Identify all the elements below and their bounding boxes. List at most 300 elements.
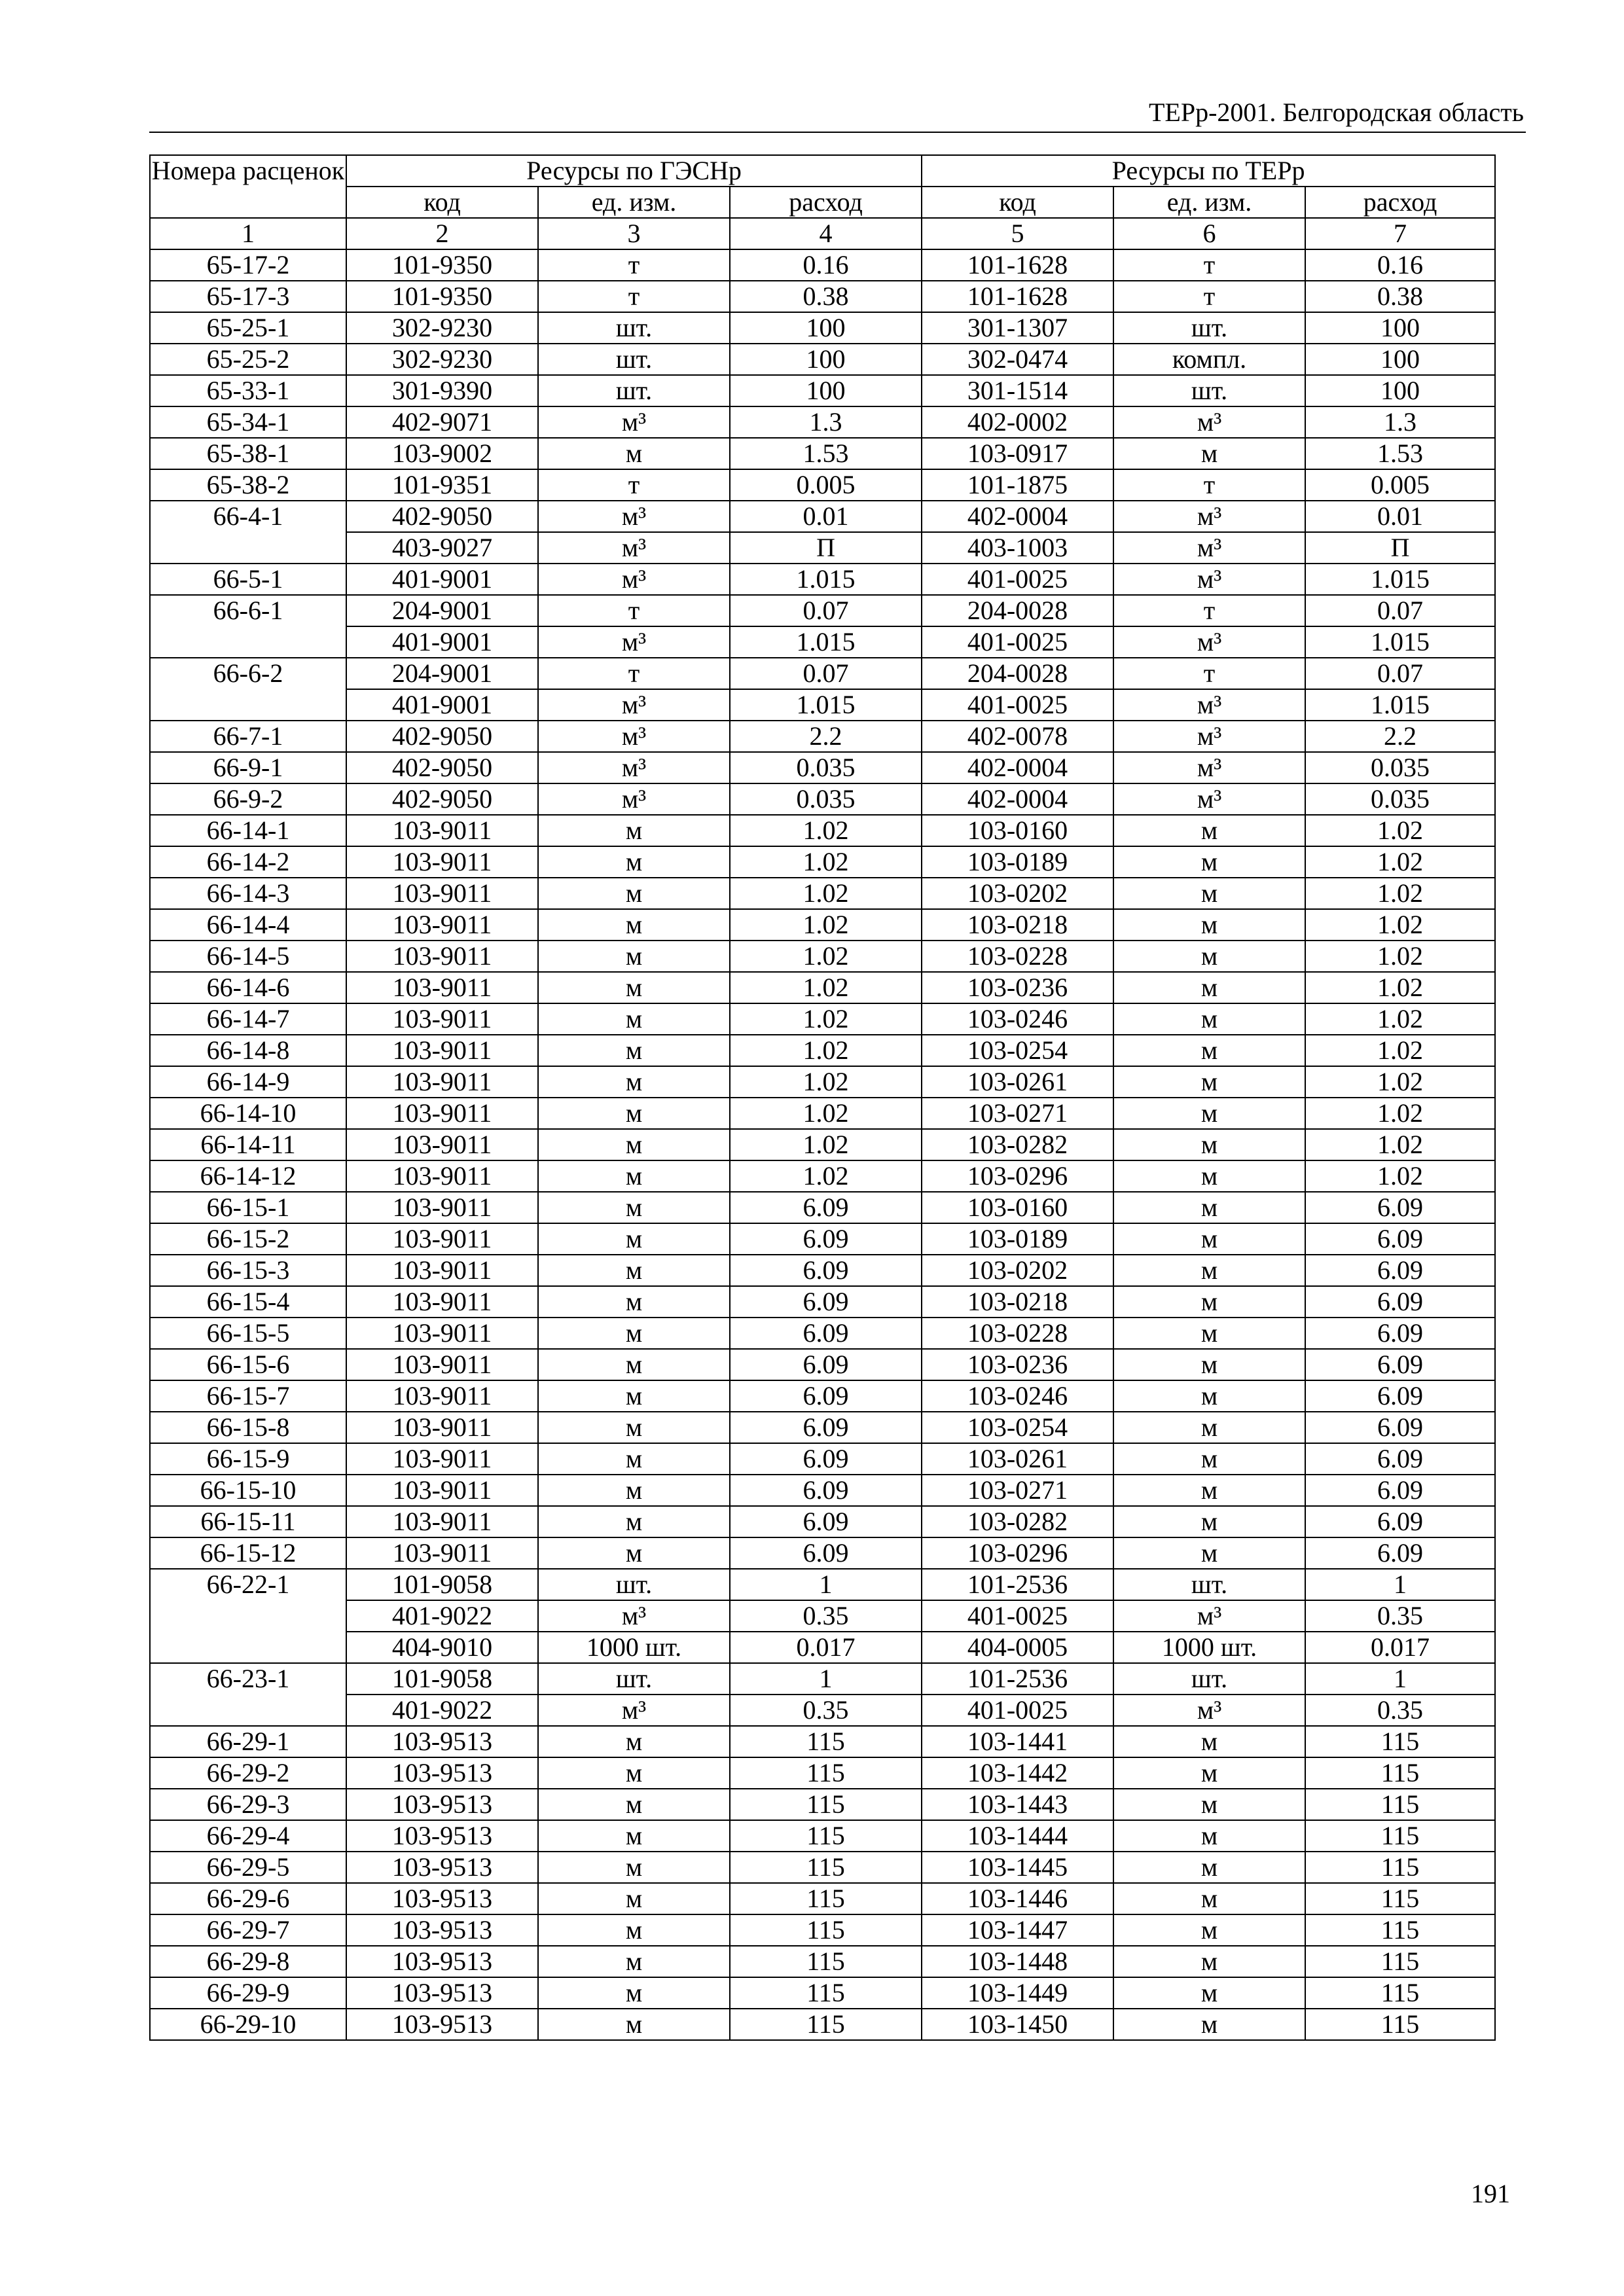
gesnr-amount: 100	[730, 375, 922, 406]
gesnr-unit: м	[538, 438, 730, 469]
terr-code: 103-0189	[922, 1223, 1113, 1255]
table-row	[150, 626, 1495, 658]
terr-code: 103-0236	[922, 1349, 1113, 1380]
table-body	[150, 249, 1495, 2040]
rate-number: 66-14-12	[150, 1160, 346, 1192]
terr-code: 103-1447	[922, 1914, 1113, 1946]
gesnr-code: 401-9022	[346, 1600, 538, 1632]
terr-unit: шт.	[1113, 375, 1305, 406]
table-row	[150, 1977, 1495, 2009]
gesnr-code: 103-9011	[346, 1255, 538, 1286]
gesnr-unit: м	[538, 1160, 730, 1192]
table-row	[150, 564, 1495, 595]
gesnr-unit: м	[538, 878, 730, 909]
terr-amount: 1.02	[1305, 1160, 1495, 1192]
rate-number: 66-29-6	[150, 1883, 346, 1914]
terr-code: 404-0005	[922, 1632, 1113, 1663]
gesnr-unit: м	[538, 1537, 730, 1569]
terr-unit: м	[1113, 1160, 1305, 1192]
terr-code: 204-0028	[922, 658, 1113, 689]
gesnr-code: 103-9513	[346, 2009, 538, 2040]
terr-unit: м	[1113, 1066, 1305, 1098]
terr-unit: шт.	[1113, 312, 1305, 344]
column-number: 2	[346, 218, 538, 249]
gesnr-code: 402-9050	[346, 501, 538, 532]
gesnr-unit: м³	[538, 752, 730, 783]
terr-unit: м	[1113, 1098, 1305, 1129]
terr-unit: м	[1113, 1883, 1305, 1914]
terr-code: 402-0078	[922, 721, 1113, 752]
rate-number: 66-4-1	[150, 501, 346, 564]
running-header-title: ТЕРр-2001. Белгородская область	[1148, 98, 1524, 127]
terr-code: 103-0254	[922, 1412, 1113, 1443]
terr-code: 402-0004	[922, 501, 1113, 532]
table-row	[150, 501, 1495, 532]
gesnr-unit: м	[538, 1820, 730, 1852]
gesnr-amount: 1.02	[730, 1035, 922, 1066]
rate-number: 66-29-5	[150, 1852, 346, 1883]
gesnr-unit: м³	[538, 721, 730, 752]
gesnr-unit: м	[538, 1726, 730, 1757]
gesnr-code: 101-9350	[346, 249, 538, 281]
rate-number: 66-29-10	[150, 2009, 346, 2040]
terr-amount: 0.35	[1305, 1695, 1495, 1726]
table-row	[150, 1632, 1495, 1663]
page-number: 191	[1471, 2179, 1510, 2208]
gesnr-code: 103-9513	[346, 1820, 538, 1852]
gesnr-amount: 6.09	[730, 1349, 922, 1380]
table-row	[150, 281, 1495, 312]
terr-unit: м	[1113, 1349, 1305, 1380]
table-row	[150, 721, 1495, 752]
terr-amount: 115	[1305, 2009, 1495, 2040]
table-row	[150, 1380, 1495, 1412]
gesnr-unit: м	[538, 1223, 730, 1255]
terr-code: 103-0271	[922, 1098, 1113, 1129]
header-amount: расход	[730, 187, 922, 218]
gesnr-amount: 100	[730, 344, 922, 375]
gesnr-code: 103-9011	[346, 1192, 538, 1223]
terr-unit: м³	[1113, 1695, 1305, 1726]
terr-unit: компл.	[1113, 344, 1305, 375]
gesnr-code: 103-9011	[346, 909, 538, 941]
terr-amount: 0.01	[1305, 501, 1495, 532]
header-row-groups	[150, 155, 1495, 187]
terr-amount: 6.09	[1305, 1537, 1495, 1569]
terr-code: 101-1628	[922, 249, 1113, 281]
gesnr-amount: 1.015	[730, 564, 922, 595]
gesnr-code: 402-9050	[346, 721, 538, 752]
gesnr-code: 401-9022	[346, 1695, 538, 1726]
gesnr-unit: м	[538, 909, 730, 941]
terr-unit: м³	[1113, 721, 1305, 752]
terr-unit: т	[1113, 469, 1305, 501]
terr-amount: 1.02	[1305, 846, 1495, 878]
gesnr-code: 103-9011	[346, 1318, 538, 1349]
header-group-gesnr: Ресурсы по ГЭСНр	[346, 155, 922, 187]
gesnr-unit: м	[538, 941, 730, 972]
gesnr-code: 103-9011	[346, 1443, 538, 1475]
column-number: 4	[730, 218, 922, 249]
gesnr-unit: м	[538, 1757, 730, 1789]
gesnr-unit: м	[538, 1318, 730, 1349]
gesnr-amount: 1.02	[730, 815, 922, 846]
rate-number: 65-33-1	[150, 375, 346, 406]
terr-code: 103-1442	[922, 1757, 1113, 1789]
gesnr-code: 103-9011	[346, 1349, 538, 1380]
table-row	[150, 941, 1495, 972]
table-row	[150, 312, 1495, 344]
gesnr-unit: т	[538, 249, 730, 281]
terr-amount: 1.02	[1305, 1003, 1495, 1035]
terr-code: 103-0271	[922, 1475, 1113, 1506]
gesnr-unit: м	[538, 2009, 730, 2040]
rate-number: 65-17-3	[150, 281, 346, 312]
gesnr-code: 103-9011	[346, 1286, 538, 1318]
terr-code: 103-1446	[922, 1883, 1113, 1914]
gesnr-amount: 6.09	[730, 1286, 922, 1318]
rate-number: 66-15-6	[150, 1349, 346, 1380]
table-row	[150, 1726, 1495, 1757]
header-row-numbers	[150, 218, 1495, 249]
table-row	[150, 249, 1495, 281]
terr-code: 103-1445	[922, 1852, 1113, 1883]
terr-unit: т	[1113, 249, 1305, 281]
gesnr-unit: м³	[538, 1600, 730, 1632]
terr-code: 403-1003	[922, 532, 1113, 564]
terr-unit: м	[1113, 972, 1305, 1003]
gesnr-unit: т	[538, 281, 730, 312]
gesnr-code: 403-9027	[346, 532, 538, 564]
terr-code: 301-1307	[922, 312, 1113, 344]
gesnr-unit: т	[538, 469, 730, 501]
rate-number: 65-34-1	[150, 406, 346, 438]
terr-amount: 1.02	[1305, 1035, 1495, 1066]
terr-code: 101-2536	[922, 1663, 1113, 1695]
rate-number: 66-15-5	[150, 1318, 346, 1349]
terr-unit: м	[1113, 1035, 1305, 1066]
table-row	[150, 469, 1495, 501]
terr-code: 103-1441	[922, 1726, 1113, 1757]
terr-code: 103-0282	[922, 1129, 1113, 1160]
table-row	[150, 1789, 1495, 1820]
terr-code: 103-1449	[922, 1977, 1113, 2009]
gesnr-amount: 100	[730, 312, 922, 344]
gesnr-code: 103-9011	[346, 1003, 538, 1035]
terr-amount: 6.09	[1305, 1475, 1495, 1506]
rate-number: 66-15-11	[150, 1506, 346, 1537]
gesnr-code: 101-9351	[346, 469, 538, 501]
rate-number: 66-15-9	[150, 1443, 346, 1475]
gesnr-unit: м³	[538, 1695, 730, 1726]
table-row	[150, 344, 1495, 375]
table-row	[150, 1066, 1495, 1098]
gesnr-amount: 0.16	[730, 249, 922, 281]
terr-amount: 1.015	[1305, 689, 1495, 721]
header-group-terr: Ресурсы по ТЕРр	[922, 155, 1495, 187]
terr-amount: 1.02	[1305, 972, 1495, 1003]
rate-number: 66-14-11	[150, 1129, 346, 1160]
gesnr-unit: м³	[538, 501, 730, 532]
terr-unit: м	[1113, 438, 1305, 469]
table-row	[150, 1695, 1495, 1726]
terr-code: 103-0202	[922, 1255, 1113, 1286]
resources-table	[149, 154, 1496, 2041]
gesnr-unit: м	[538, 815, 730, 846]
terr-unit: м	[1113, 1977, 1305, 2009]
column-number: 7	[1305, 218, 1495, 249]
terr-unit: м³	[1113, 501, 1305, 532]
terr-unit: м³	[1113, 1600, 1305, 1632]
gesnr-code: 103-9513	[346, 1757, 538, 1789]
terr-code: 302-0474	[922, 344, 1113, 375]
terr-unit: м	[1113, 1192, 1305, 1223]
gesnr-unit: м³	[538, 564, 730, 595]
gesnr-code: 402-9050	[346, 783, 538, 815]
gesnr-code: 103-9513	[346, 1852, 538, 1883]
gesnr-code: 401-9001	[346, 564, 538, 595]
table-row	[150, 406, 1495, 438]
gesnr-amount: 1.02	[730, 972, 922, 1003]
gesnr-unit: м	[538, 1883, 730, 1914]
gesnr-unit: м³	[538, 783, 730, 815]
terr-unit: м³	[1113, 564, 1305, 595]
gesnr-amount: 6.09	[730, 1380, 922, 1412]
header-unit: ед. изм.	[538, 187, 730, 218]
gesnr-amount: 115	[730, 1820, 922, 1852]
terr-amount: 6.09	[1305, 1506, 1495, 1537]
terr-unit: м	[1113, 1223, 1305, 1255]
terr-unit: м	[1113, 1443, 1305, 1475]
rate-number: 66-15-10	[150, 1475, 346, 1506]
rate-number: 65-38-2	[150, 469, 346, 501]
terr-code: 103-0296	[922, 1537, 1113, 1569]
terr-unit: м	[1113, 909, 1305, 941]
rate-number: 65-25-2	[150, 344, 346, 375]
terr-code: 103-0296	[922, 1160, 1113, 1192]
terr-amount: 0.07	[1305, 658, 1495, 689]
terr-unit: м	[1113, 1380, 1305, 1412]
terr-amount: 1.015	[1305, 626, 1495, 658]
gesnr-amount: 115	[730, 1977, 922, 2009]
gesnr-code: 103-9513	[346, 1883, 538, 1914]
rate-number: 66-14-8	[150, 1035, 346, 1066]
gesnr-unit: м	[538, 1475, 730, 1506]
terr-amount: 6.09	[1305, 1192, 1495, 1223]
terr-code: 402-0002	[922, 406, 1113, 438]
table-row	[150, 1286, 1495, 1318]
rate-number: 66-14-5	[150, 941, 346, 972]
gesnr-code: 204-9001	[346, 658, 538, 689]
gesnr-unit: м	[538, 1789, 730, 1820]
table-row	[150, 1160, 1495, 1192]
table-row	[150, 972, 1495, 1003]
gesnr-amount: 115	[730, 1883, 922, 1914]
table-row	[150, 689, 1495, 721]
gesnr-unit: м	[538, 1192, 730, 1223]
gesnr-code: 103-9011	[346, 1537, 538, 1569]
terr-unit: м	[1113, 1914, 1305, 1946]
rate-number: 66-29-4	[150, 1820, 346, 1852]
terr-amount: 1.02	[1305, 941, 1495, 972]
terr-code: 402-0004	[922, 752, 1113, 783]
gesnr-unit: м	[538, 972, 730, 1003]
terr-code: 401-0025	[922, 564, 1113, 595]
terr-unit: м	[1113, 815, 1305, 846]
gesnr-code: 402-9050	[346, 752, 538, 783]
gesnr-unit: м³	[538, 532, 730, 564]
terr-amount: 6.09	[1305, 1412, 1495, 1443]
gesnr-amount: 1.3	[730, 406, 922, 438]
gesnr-amount: 1.02	[730, 941, 922, 972]
gesnr-unit: м	[538, 1380, 730, 1412]
table-row	[150, 752, 1495, 783]
rate-number: 66-14-9	[150, 1066, 346, 1098]
terr-amount: 2.2	[1305, 721, 1495, 752]
column-number: 5	[922, 218, 1113, 249]
gesnr-amount: 1	[730, 1663, 922, 1695]
terr-amount: 1	[1305, 1663, 1495, 1695]
gesnr-amount: 0.035	[730, 752, 922, 783]
terr-code: 103-0228	[922, 941, 1113, 972]
gesnr-code: 103-9011	[346, 1475, 538, 1506]
gesnr-code: 103-9011	[346, 1035, 538, 1066]
terr-amount: 115	[1305, 1726, 1495, 1757]
table-row	[150, 846, 1495, 878]
gesnr-amount: 6.09	[730, 1255, 922, 1286]
gesnr-amount: 0.017	[730, 1632, 922, 1663]
rate-number: 66-14-3	[150, 878, 346, 909]
table-row	[150, 1569, 1495, 1600]
gesnr-code: 103-9011	[346, 1098, 538, 1129]
terr-code: 103-0282	[922, 1506, 1113, 1537]
gesnr-amount: 1.53	[730, 438, 922, 469]
gesnr-code: 103-9011	[346, 1380, 538, 1412]
gesnr-amount: 2.2	[730, 721, 922, 752]
terr-amount: 0.35	[1305, 1600, 1495, 1632]
gesnr-code: 401-9001	[346, 689, 538, 721]
terr-amount: 115	[1305, 1883, 1495, 1914]
terr-unit: м	[1113, 1412, 1305, 1443]
terr-unit: м³	[1113, 532, 1305, 564]
gesnr-unit: м	[538, 1255, 730, 1286]
gesnr-unit: т	[538, 658, 730, 689]
terr-code: 103-1443	[922, 1789, 1113, 1820]
rate-number: 66-29-7	[150, 1914, 346, 1946]
terr-amount: 6.09	[1305, 1255, 1495, 1286]
terr-code: 103-0236	[922, 972, 1113, 1003]
gesnr-code: 103-9513	[346, 1789, 538, 1820]
table-row	[150, 1443, 1495, 1475]
header-rule	[149, 132, 1526, 133]
terr-amount: 6.09	[1305, 1380, 1495, 1412]
rate-number: 66-29-9	[150, 1977, 346, 2009]
terr-amount: 0.07	[1305, 595, 1495, 626]
column-number: 1	[150, 218, 346, 249]
table-row	[150, 1255, 1495, 1286]
rate-number: 66-23-1	[150, 1663, 346, 1726]
rate-number: 66-14-1	[150, 815, 346, 846]
gesnr-unit: м³	[538, 689, 730, 721]
gesnr-amount: 115	[730, 1852, 922, 1883]
rate-number: 66-9-1	[150, 752, 346, 783]
gesnr-unit: шт.	[538, 1569, 730, 1600]
terr-unit: м	[1113, 1506, 1305, 1537]
terr-code: 401-0025	[922, 626, 1113, 658]
terr-amount: 115	[1305, 1852, 1495, 1883]
table-row	[150, 1412, 1495, 1443]
gesnr-code: 103-9513	[346, 1977, 538, 2009]
terr-code: 401-0025	[922, 1695, 1113, 1726]
gesnr-amount: 6.09	[730, 1506, 922, 1537]
rate-number: 66-14-7	[150, 1003, 346, 1035]
gesnr-unit: м	[538, 1977, 730, 2009]
gesnr-unit: м	[538, 1443, 730, 1475]
gesnr-amount: 6.09	[730, 1318, 922, 1349]
terr-code: 401-0025	[922, 1600, 1113, 1632]
terr-code: 103-0160	[922, 1192, 1113, 1223]
terr-unit: м	[1113, 1537, 1305, 1569]
table-row	[150, 1946, 1495, 1977]
terr-unit: м	[1113, 1475, 1305, 1506]
header-amount: расход	[1305, 187, 1495, 218]
gesnr-code: 103-9011	[346, 815, 538, 846]
header-unit: ед. изм.	[1113, 187, 1305, 218]
gesnr-code: 404-9010	[346, 1632, 538, 1663]
gesnr-amount: 6.09	[730, 1475, 922, 1506]
gesnr-code: 302-9230	[346, 312, 538, 344]
table-row	[150, 1506, 1495, 1537]
gesnr-code: 103-9011	[346, 1506, 538, 1537]
terr-amount: 115	[1305, 1757, 1495, 1789]
terr-unit: т	[1113, 281, 1305, 312]
gesnr-amount: 115	[730, 1726, 922, 1757]
terr-code: 101-2536	[922, 1569, 1113, 1600]
gesnr-code: 101-9350	[346, 281, 538, 312]
rate-number: 66-14-10	[150, 1098, 346, 1129]
table-row	[150, 1914, 1495, 1946]
gesnr-code: 302-9230	[346, 344, 538, 375]
header-code: код	[922, 187, 1113, 218]
terr-unit: м	[1113, 1129, 1305, 1160]
terr-amount: 100	[1305, 312, 1495, 344]
terr-code: 103-0218	[922, 909, 1113, 941]
terr-unit: м³	[1113, 752, 1305, 783]
terr-amount: 100	[1305, 375, 1495, 406]
terr-amount: 1.02	[1305, 909, 1495, 941]
gesnr-unit: шт.	[538, 375, 730, 406]
gesnr-code: 103-9011	[346, 1129, 538, 1160]
terr-amount: 0.017	[1305, 1632, 1495, 1663]
terr-unit: м	[1113, 1946, 1305, 1977]
gesnr-unit: м	[538, 1003, 730, 1035]
terr-amount: 115	[1305, 1789, 1495, 1820]
terr-code: 103-0160	[922, 815, 1113, 846]
gesnr-code: 402-9071	[346, 406, 538, 438]
table-row	[150, 532, 1495, 564]
gesnr-unit: т	[538, 595, 730, 626]
gesnr-unit: м³	[538, 406, 730, 438]
table-row	[150, 878, 1495, 909]
gesnr-amount: П	[730, 532, 922, 564]
table-row	[150, 1349, 1495, 1380]
table-row	[150, 1318, 1495, 1349]
gesnr-amount: 6.09	[730, 1192, 922, 1223]
terr-code: 103-0246	[922, 1380, 1113, 1412]
rate-number: 65-17-2	[150, 249, 346, 281]
terr-code: 402-0004	[922, 783, 1113, 815]
table-row	[150, 1600, 1495, 1632]
